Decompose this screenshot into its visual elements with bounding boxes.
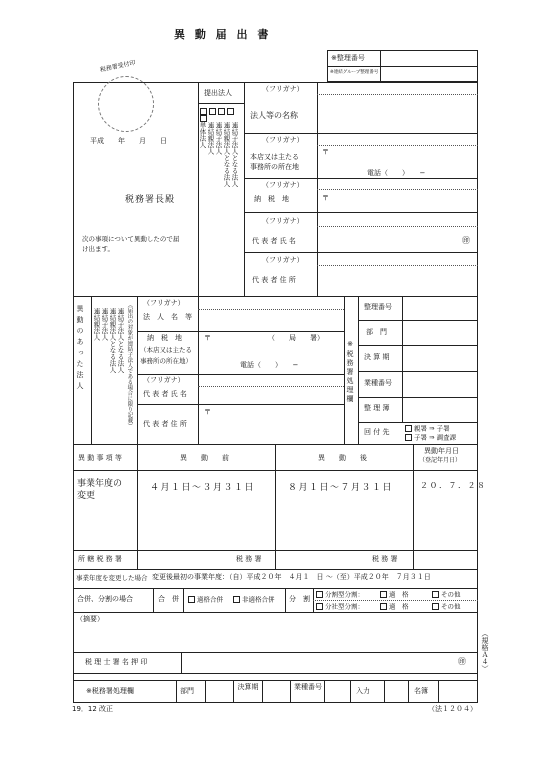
reception-stamp-label: 税務署受付印	[99, 59, 137, 74]
submitter-type-3: 連結子法人	[214, 122, 223, 155]
affected-name-field[interactable]	[200, 311, 342, 329]
affected-type-2: 連結子法人	[100, 308, 109, 341]
head-office-field[interactable]	[330, 148, 475, 168]
tax-accountant-label: 税 理 士 署 名 押 印	[85, 658, 148, 666]
fiscal-change-label: 事業年度を変更した場合	[76, 574, 148, 582]
affected-type-1: 連結親法人	[92, 308, 101, 341]
office-row-1: 整理番号	[364, 303, 392, 311]
kaifu-option-1[interactable]: 親署 ⇒ 子署	[405, 425, 450, 433]
affected-name-label: 法 人 名 等	[143, 313, 192, 321]
merger-label: 合併、分割の場合	[77, 595, 133, 603]
bunkatsu-row-2-opt-2[interactable]: その他	[432, 603, 461, 611]
gappei-label: 合 併	[158, 595, 179, 603]
affected-postal-mark-2: 〒	[204, 408, 211, 416]
furigana-label-1: （フリガナ）	[262, 85, 304, 93]
affected-furigana-1: （フリガナ）	[143, 299, 185, 307]
remarks-field[interactable]	[76, 626, 474, 648]
company-name-label: 法人等の名称	[250, 111, 298, 120]
bottom-col-4: 入力	[356, 687, 370, 695]
affected-type-4: 連結子法人となる法人	[116, 308, 125, 373]
bunkatsu-row-1: 分割型分割：	[316, 591, 364, 599]
affected-address-field[interactable]	[212, 344, 342, 358]
paper-size-note: （規格Ａ４）	[481, 630, 490, 672]
affected-rep-name-field[interactable]	[200, 388, 342, 402]
col-date-header-1: 異動年月日	[424, 447, 459, 455]
affected-postal-mark: 〒	[204, 334, 211, 342]
col-item-header: 異 動 事 項 等	[78, 454, 122, 462]
gappei-option-1[interactable]: 適格合併	[188, 596, 223, 604]
submitter-type-2: 連結親法人	[206, 122, 215, 155]
notice-line-2: け出ます。	[82, 245, 114, 253]
form-title: 異 動 届 出 書	[174, 28, 272, 41]
affected-extra-note: （届出の対象が連結子法人である場合に限り記載）	[126, 302, 133, 429]
change-item-line-2: 変更	[77, 491, 96, 501]
bunkatsu-row-1-opt-2[interactable]: その他	[432, 591, 461, 599]
rep-seal-mark: ㊞	[462, 236, 470, 245]
bottom-office-label: ※税務署処理欄	[86, 687, 134, 695]
affected-section-label: 異動のあった法人	[76, 305, 85, 393]
remarks-label: （摘要）	[76, 615, 104, 623]
kaifu-option-2[interactable]: 子署 ⇒ 調査課	[405, 434, 456, 442]
affected-rep-address-field[interactable]	[212, 408, 342, 440]
change-date-value[interactable]: ２０．７．２８	[420, 481, 487, 490]
tax-office-addressee: 税務署長殿	[125, 195, 176, 205]
submitter-type-1: 単体法人	[198, 122, 207, 148]
office-row-6: 回 付 先	[364, 428, 390, 436]
footer-revision: 19．12 改正	[72, 705, 114, 713]
rep-address-label: 代 表 者 住 所	[252, 276, 296, 284]
col-date-header-2: （登記年月日）	[419, 457, 462, 464]
tax-accountant-seal: ㊞	[458, 657, 466, 666]
furigana-label-3: （フリガナ）	[262, 181, 304, 189]
affected-address-label-1: 納 税 地	[147, 334, 182, 342]
rep-name-field[interactable]	[319, 230, 459, 250]
tax-accountant-field[interactable]	[184, 655, 452, 671]
postal-mark-2: 〒	[322, 194, 329, 202]
bottom-col-3: 業種番号	[294, 683, 322, 691]
office-in-charge-label: 所 轄 税 務 署	[78, 555, 122, 563]
affected-phone-label: 電話（ ） −	[240, 361, 299, 369]
bottom-col-1: 部門	[180, 687, 194, 695]
affected-address-label-3: 事務所の所在地）	[140, 357, 192, 365]
submitter-type-5: 連結子法人となる法人	[230, 122, 239, 187]
tax-place-field[interactable]	[330, 193, 475, 209]
bottom-col-2: 決算期	[237, 683, 259, 691]
bunkatsu-row-2-opt-1[interactable]: 適 格	[380, 603, 409, 611]
furigana-label-2: （フリガナ）	[262, 136, 304, 144]
tax-place-label: 納 税 地	[254, 195, 289, 203]
affected-rep-address-label: 代 表 者 住 所	[143, 420, 187, 428]
submission-date: 平成 年 月 日	[90, 137, 167, 145]
phone-label-1: 電話（ ） −	[367, 169, 426, 177]
rep-name-label: 代 表 者 氏 名	[252, 237, 296, 245]
office-row-3: 決 算 期	[364, 353, 390, 361]
affected-furigana-2: （フリガナ）	[143, 376, 185, 384]
head-office-label-1: 本店又は主たる	[250, 153, 299, 161]
col-after-header: 異 動 後	[318, 454, 367, 462]
bunkatsu-row-2: 分社型分割：	[316, 603, 364, 611]
rep-address-field[interactable]	[319, 270, 475, 292]
affected-rep-name-label: 代 表 者 氏 名	[143, 390, 187, 398]
fiscal-change-text[interactable]: 変更後最初の事業年度：（自）平成２０年 ４月１ 日 〜（至）平成２０年 ７月３１日	[152, 573, 431, 581]
affected-address-label-2: （本店又は主たる	[140, 346, 192, 354]
office-row-5: 整 理 簿	[364, 404, 390, 412]
before-value[interactable]: ４月１日〜３月３１日	[150, 483, 256, 493]
bunkatsu-label: 分 割	[289, 595, 310, 603]
submitter-type-checkboxes[interactable]	[200, 108, 240, 118]
furigana-label-4: （フリガナ）	[262, 217, 304, 225]
after-value[interactable]: ８月１日〜７月３１日	[288, 483, 394, 493]
notice-line-1: 次の事項について異動したので届	[82, 235, 180, 243]
submitter-label: 提出法人	[204, 89, 232, 97]
gappei-option-2[interactable]: 非適格合併	[233, 596, 275, 604]
footer-form-code: （法１２０４）	[428, 705, 477, 713]
bunkatsu-row-1-opt-1[interactable]: 適 格	[380, 591, 409, 599]
office-row-4: 業種番号	[364, 379, 392, 387]
submitter-type-4: 連結親法人となる法人	[222, 122, 231, 187]
office-row-2: 部 門	[366, 328, 387, 336]
office-before-suffix: 税 務 署	[236, 555, 262, 563]
group-number-label: ※連結グループ整理番号	[330, 70, 379, 75]
bottom-col-5: 名簿	[414, 687, 428, 695]
seiri-number-label: ※整理番号	[331, 54, 365, 62]
company-name-field[interactable]	[319, 98, 475, 130]
affected-type-3: 連結親法人となる法人	[108, 308, 117, 373]
col-before-header: 異 動 前	[180, 454, 229, 462]
change-item-line-1: 事業年度の	[77, 479, 123, 489]
postal-mark-1: 〒	[322, 148, 329, 156]
furigana-label-5: （フリガナ）	[262, 256, 304, 264]
office-use-side-label: ※税務署処理欄	[346, 340, 355, 404]
office-after-suffix: 税 務 署	[372, 555, 398, 563]
affected-area-label: （ 局 署）	[268, 334, 324, 342]
reception-stamp-circle	[98, 76, 154, 132]
head-office-label-2: 事務所の所在地	[250, 163, 299, 171]
